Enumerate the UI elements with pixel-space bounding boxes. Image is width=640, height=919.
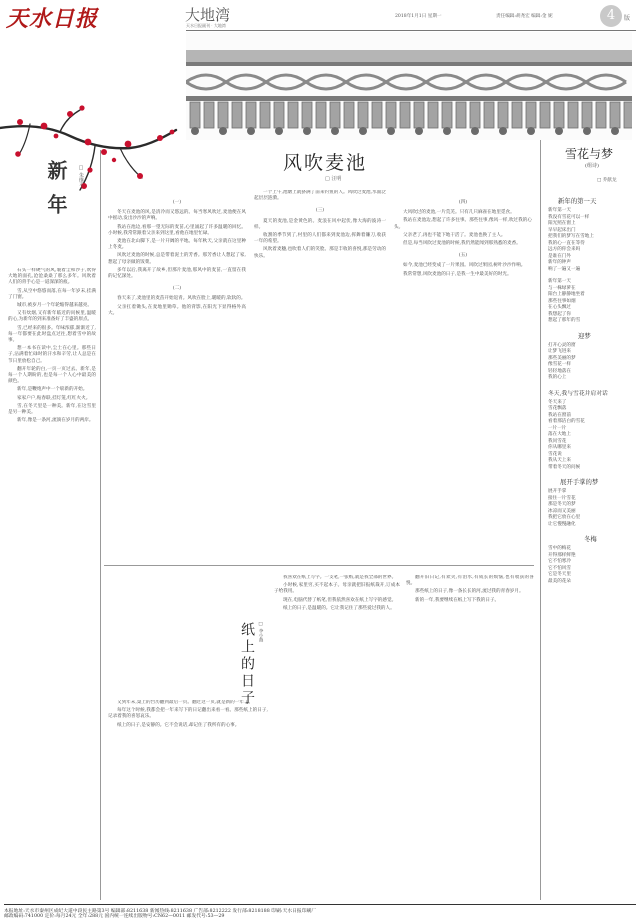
fengchui-column-3: (四) 大风吹过的麦池,一片荒芜。只有几只麻雀在地里觅食。 我站在麦池边,想起了许多往事。那些往事,像风一样,吹过我的心头。 父亲老了,再也不能下地干活了。麦池也换了主人。 但是,每当风吹过麦池的时候,我仍然能闻到那熟悉的麦香。 (五) 如今,麦池已经变成了一片果园。风吹过果园,树叶沙沙作响。 我常常想,风吹麦池的日子,是我一生中最美好的时光。 (394, 200, 532, 277)
article-author-zhishang: □ 李小燕 (258, 622, 263, 643)
zhishang-column-3: 翻开旧日记,有欢笑,有泪水,有成长的烦恼,也有收获的喜悦。 那些纸上的日子,像一条长长的河,流过我的青春岁月。 新的一年,我要继续在纸上写下我的日子。 (406, 575, 534, 603)
article-subtitle-xuehua: (组诗) (585, 163, 599, 169)
article-author-xinnian: □ 朱继平 (78, 165, 84, 188)
poem-section-heading: 冬梅 (584, 535, 597, 543)
page-label: 版 (624, 15, 631, 22)
poem-xuehua: 新年的第一天 新年第一天 我没有雪花可以一样 阳光照在窗上 早早起床出门 把我们的梦写在雪地上 我的心一直在等待 远方的你会来吗 是谁在门外 新年的钟声 响了一遍又一遍 新年第一天 与一株绿萝在 阳台上静静地坐着 那些往事如烟 在心头飘过 我想起了你 想起了那年的雪 迎梦 打开心灵的窗 让梦飞进来 那些美丽的梦 像雪花一样 轻轻地落在 我的心上 冬天,我与雪花并肩对话 冬天来了 雪花飘落 我站在窗前 看着那洁白的雪花 一片一片 落在大地上 我问雪花 你从哪里来 雪花说 我从天上来 带着冬天的问候 展开手掌的梦 展开手掌 接住一片雪花 那是冬天的梦 冰凉而又美丽 我把它放在心里 让它慢慢融化 冬梅 雪中的梅花 开得那样鲜艳 它不怕寒冷 它不怕风雪 它是冬天里 最美的花朵 (548, 196, 636, 901)
issue-date: 2018年1月1日 星期一 (395, 14, 442, 19)
column-divider-right (540, 140, 541, 900)
article-author-xuehua: □ 乔献龙 (597, 178, 617, 183)
footer-rule (4, 904, 636, 905)
masthead-logo: 天水日报 (6, 6, 99, 32)
article-body-xinnian: 石头一样硬气的风,裹着尘和沙子,吹得大地的面孔,沧沧桑桑了那么多年。风吹着人们的背手心是一道深深的痕。 雪,从空中悠悠而落,在每一年岁末,挂满了门窗。 城市,被岁月一个年轮缩得越来越亮。 又有炊烟,又有新年临近的问候里,温暖的心,为新年的到来准备好了丰盛的原点。 雪,已经来的很多。年味浓郁,渐渐近了,每一年都要在此时盘点过往,想着雪中的故事。 想一本书在读中,尘土在心里。那些日子,沾满着忙碌时的汗水和辛劳,让人总是在节日里放松自己。 翻开年轮的白,一页一页过去。新年,是每一个人期盼的,也是每一个人心中最美的颜色。 新年,是鞭炮声中一个崭新的开始。 家家户户,贴春联,挂灯笼,红红火火。 雪,在冬天里是一种美。新年,在这雪里是另一种美。 新年,像是一条河,流淌在岁月的两岸。 (8, 268, 96, 424)
poem-section-heading: 展开手掌的梦 (560, 478, 599, 486)
section-divider (104, 565, 534, 566)
article-title-zhishang: 纸上的日子 (239, 622, 255, 707)
poem-section-heading: 新年的第一天 (558, 197, 597, 205)
zhishang-column-2: 我喜欢在纸上写字。一支笔,一张纸,就是我全部的世界。 小时候,家里穷,买不起本子。母亲就把旧报纸裁开,订成本子给我用。 现在,电脑代替了纸笔,但我依然喜欢在纸上写字的感觉。 纸上的日子,是温暖的。它让我记住了那些爱过我的人。 (274, 575, 400, 611)
roof-tile-illustration (186, 32, 632, 140)
article-author-fengchui: □ 汪明 (325, 176, 342, 182)
article-title-fengchui: 风吹麦池 (283, 152, 368, 174)
column-divider (100, 150, 101, 900)
page-number-badge: 4 (600, 5, 622, 27)
fengchui-column-2: 一个上午,池塘上就挤满了前来钓鱼的人。风吹过麦池,水面泛起层层涟漪。 (三) 夏天的麦池,是金黄色的。麦浪在风中起伏,像大海的波涛一样。 收割的季节到了,村里的人们都来到麦池边,挥舞着镰刀,收获一年的希望。 风吹着麦穗,也吹着人们的笑脸。那是丰收的喜悦,那是劳动的快乐。 (254, 190, 386, 259)
article-title-xuehua: 雪花与梦 (565, 147, 614, 161)
poem-section-heading: 冬天,我与雪花并肩对话 (548, 390, 608, 397)
zhishang-column-1: 又到年末,桌上的台历翻到最后一页。翻过这一页,就是新的一年了。 每年这个时候,我都会把一年来写下的日记翻出来看一看。那些纸上的日子,记录着我的喜怒哀乐。 纸上的日子,是安静的。它不会说话,却记住了我所有的心事。 (108, 700, 268, 728)
section-logo: 大地湾 (185, 6, 231, 24)
editor-credit: 责任编辑:胡尧宏 编辑:金 妮 (496, 14, 553, 19)
article-title-xinnian: 新年 (44, 160, 68, 228)
fengchui-column-1: (一) 冬天在麦池的风,是清冷而又悠远的。每当寒风吹过,麦池便在风中摇动,发出沙沙的声响。 我站在池边,看那一望无际的麦苗,心里涌起了许多温暖的回忆。小时候,我常常跟着父亲来到这里,看他在地里忙碌。 麦池在北山脚下,是一片开阔的平地。每年秋天,父亲就在这里种上冬麦。 风吹过麦池的时候,总是带着泥土的芳香。那芳香让人想起了家,想起了母亲做的饭菜。 多年以后,我离开了故乡,但那片麦池,那风中的麦苗,一直留在我的记忆深处。 (二) 春天来了,麦池里的麦苗开始返青。风吹在脸上,暖暖的,软软的。 父亲扛着锄头,在麦地里锄草。他的背影,在阳光下显得格外高大。 (108, 200, 246, 316)
header-rule (186, 30, 636, 31)
section-logo-subtitle: 天水日报副刊 · 大地湾 (186, 23, 226, 28)
footer-info-line-1: 本报地址:天水市秦州区成纪大道中段民主路第3号 编辑部:8211638 新闻热线:8211638 广告部:8212222 发行部:8218188 印刷:天水日报印刷厂 (4, 909, 317, 914)
footer-info-line-2: 邮政编码:741000 定价:每月24元 全年:288元 国内统一连续出版物号:CN62—0011 邮发代号:53—29 (4, 914, 225, 919)
poem-section-heading: 迎梦 (578, 331, 591, 340)
